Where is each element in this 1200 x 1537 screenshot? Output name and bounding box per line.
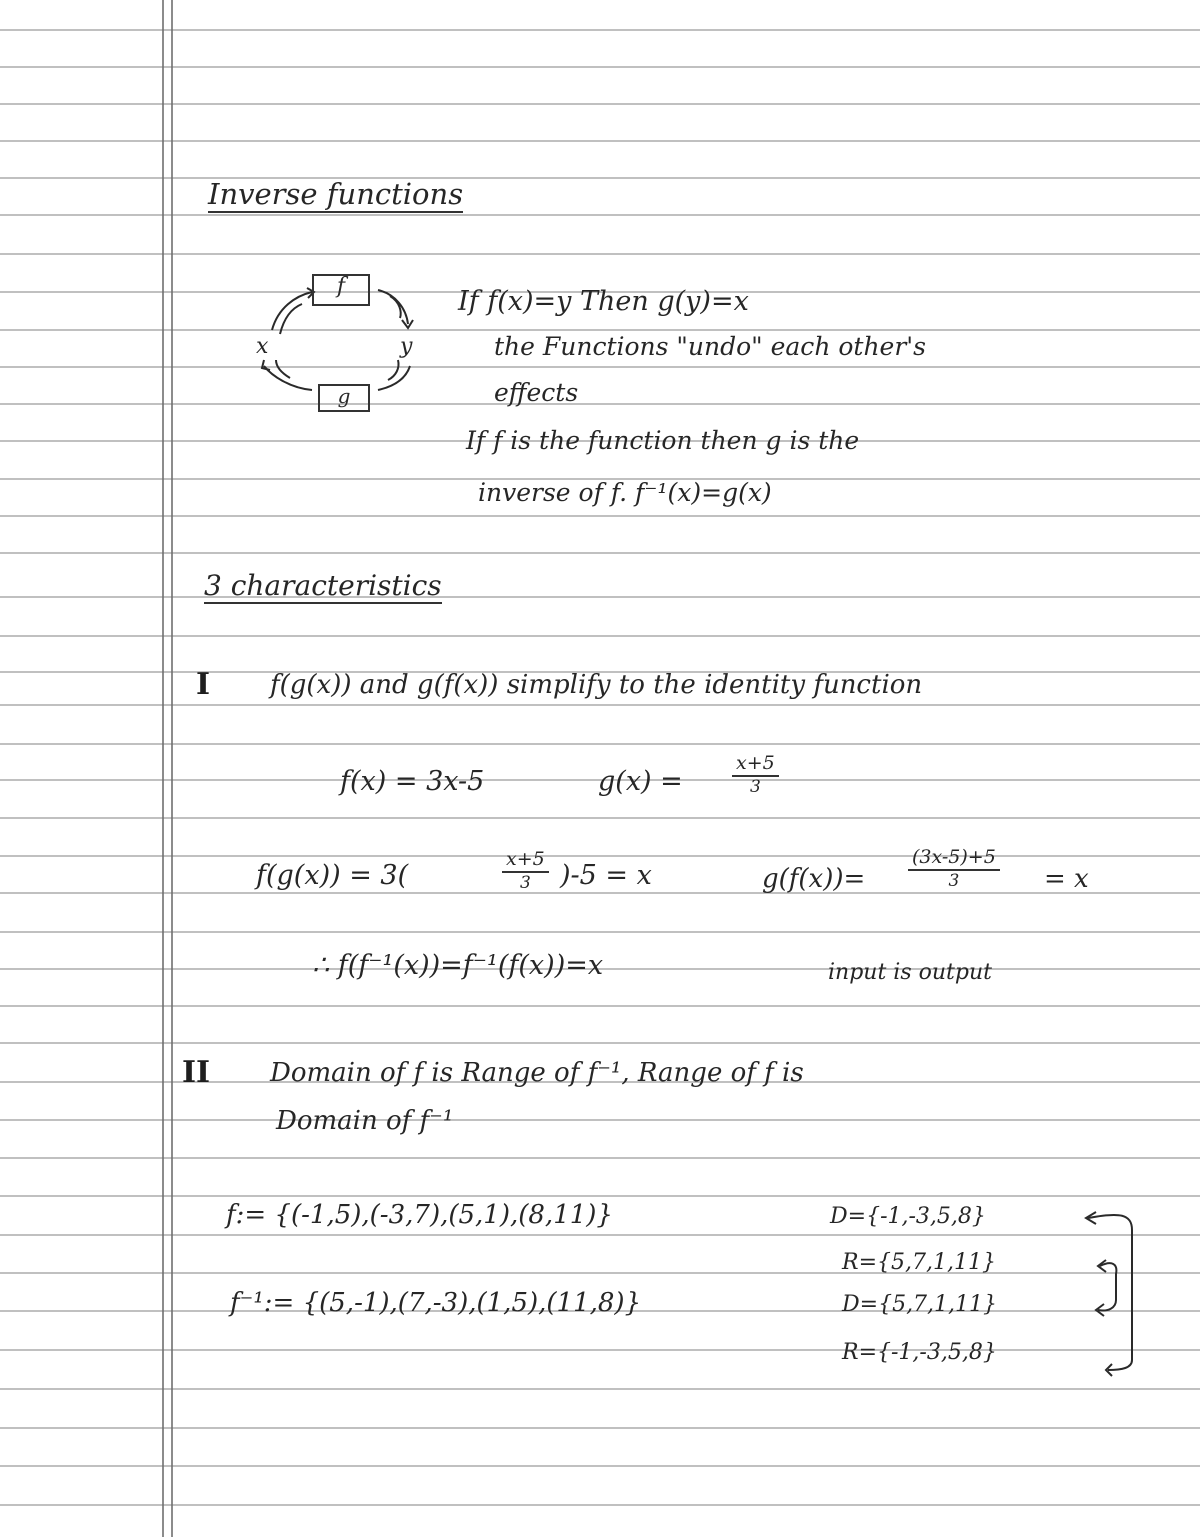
swap-arrows-icon: [1060, 1200, 1150, 1380]
fg-denominator: 3: [519, 873, 531, 893]
x-label: x: [256, 334, 269, 359]
f-definition: f(x) = 3x-5: [340, 766, 485, 797]
f-ordered-pairs: f:= {(-1,5),(-3,7),(5,1),(8,11)}: [226, 1200, 613, 1230]
f-domain: D={-1,-3,5,8}: [830, 1204, 986, 1229]
char2-numeral: II: [182, 1055, 211, 1090]
intro-line-3: effects: [494, 378, 579, 407]
fg-numerator: x+5: [502, 850, 549, 873]
g-def-numerator: x+5: [732, 754, 779, 777]
fg-fraction: [502, 850, 549, 892]
g-def-denominator: 3: [749, 777, 761, 797]
gf-denominator: 3: [948, 871, 960, 891]
f-box-label: f: [336, 274, 346, 299]
char2-line-1: Domain of f is Range of f⁻¹, Range of f is: [270, 1058, 804, 1088]
fg-prefix: f(g(x)) = 3(: [256, 860, 409, 891]
g-box-label: g: [337, 384, 351, 408]
intro-line-4: If f is the function then g is the: [466, 426, 860, 455]
finv-ordered-pairs: f⁻¹:= {(5,-1),(7,-3),(1,5),(11,8)}: [230, 1288, 642, 1318]
gf-suffix: = x: [1044, 864, 1089, 894]
inverse-identity: ∴ f(f⁻¹(x))=f⁻¹(f(x))=x: [312, 950, 604, 981]
g-box: [318, 384, 370, 412]
char1-numeral: I: [196, 667, 211, 702]
g-definition-fraction: [732, 754, 779, 796]
fg-suffix: )-5 = x: [560, 860, 652, 891]
char2-line-2: Domain of f⁻¹: [276, 1106, 454, 1136]
intro-line-2: the Functions "undo" each other's: [494, 332, 927, 361]
page-title: Inverse functions: [208, 177, 464, 211]
f-box: [312, 274, 370, 306]
finv-range: R={-1,-3,5,8}: [842, 1340, 997, 1365]
f-range: R={5,7,1,11}: [842, 1250, 996, 1275]
gf-prefix: g(f(x))=: [762, 864, 866, 894]
input-output-note: input is output: [828, 960, 992, 985]
intro-line-1: If f(x)=y Then g(y)=x: [458, 286, 749, 317]
g-definition-prefix: g(x) =: [598, 766, 683, 797]
char1-statement: f(g(x)) and g(f(x)) simplify to the identity function: [270, 670, 923, 700]
intro-line-5: inverse of f. f⁻¹(x)=g(x): [478, 478, 772, 507]
section-heading: 3 characteristics: [204, 569, 442, 602]
y-label: y: [400, 334, 413, 359]
gf-fraction: [908, 848, 1000, 890]
inverse-diagram: [250, 268, 420, 418]
gf-numerator: (3x-5)+5: [908, 848, 1000, 871]
finv-domain: D={5,7,1,11}: [842, 1292, 998, 1317]
